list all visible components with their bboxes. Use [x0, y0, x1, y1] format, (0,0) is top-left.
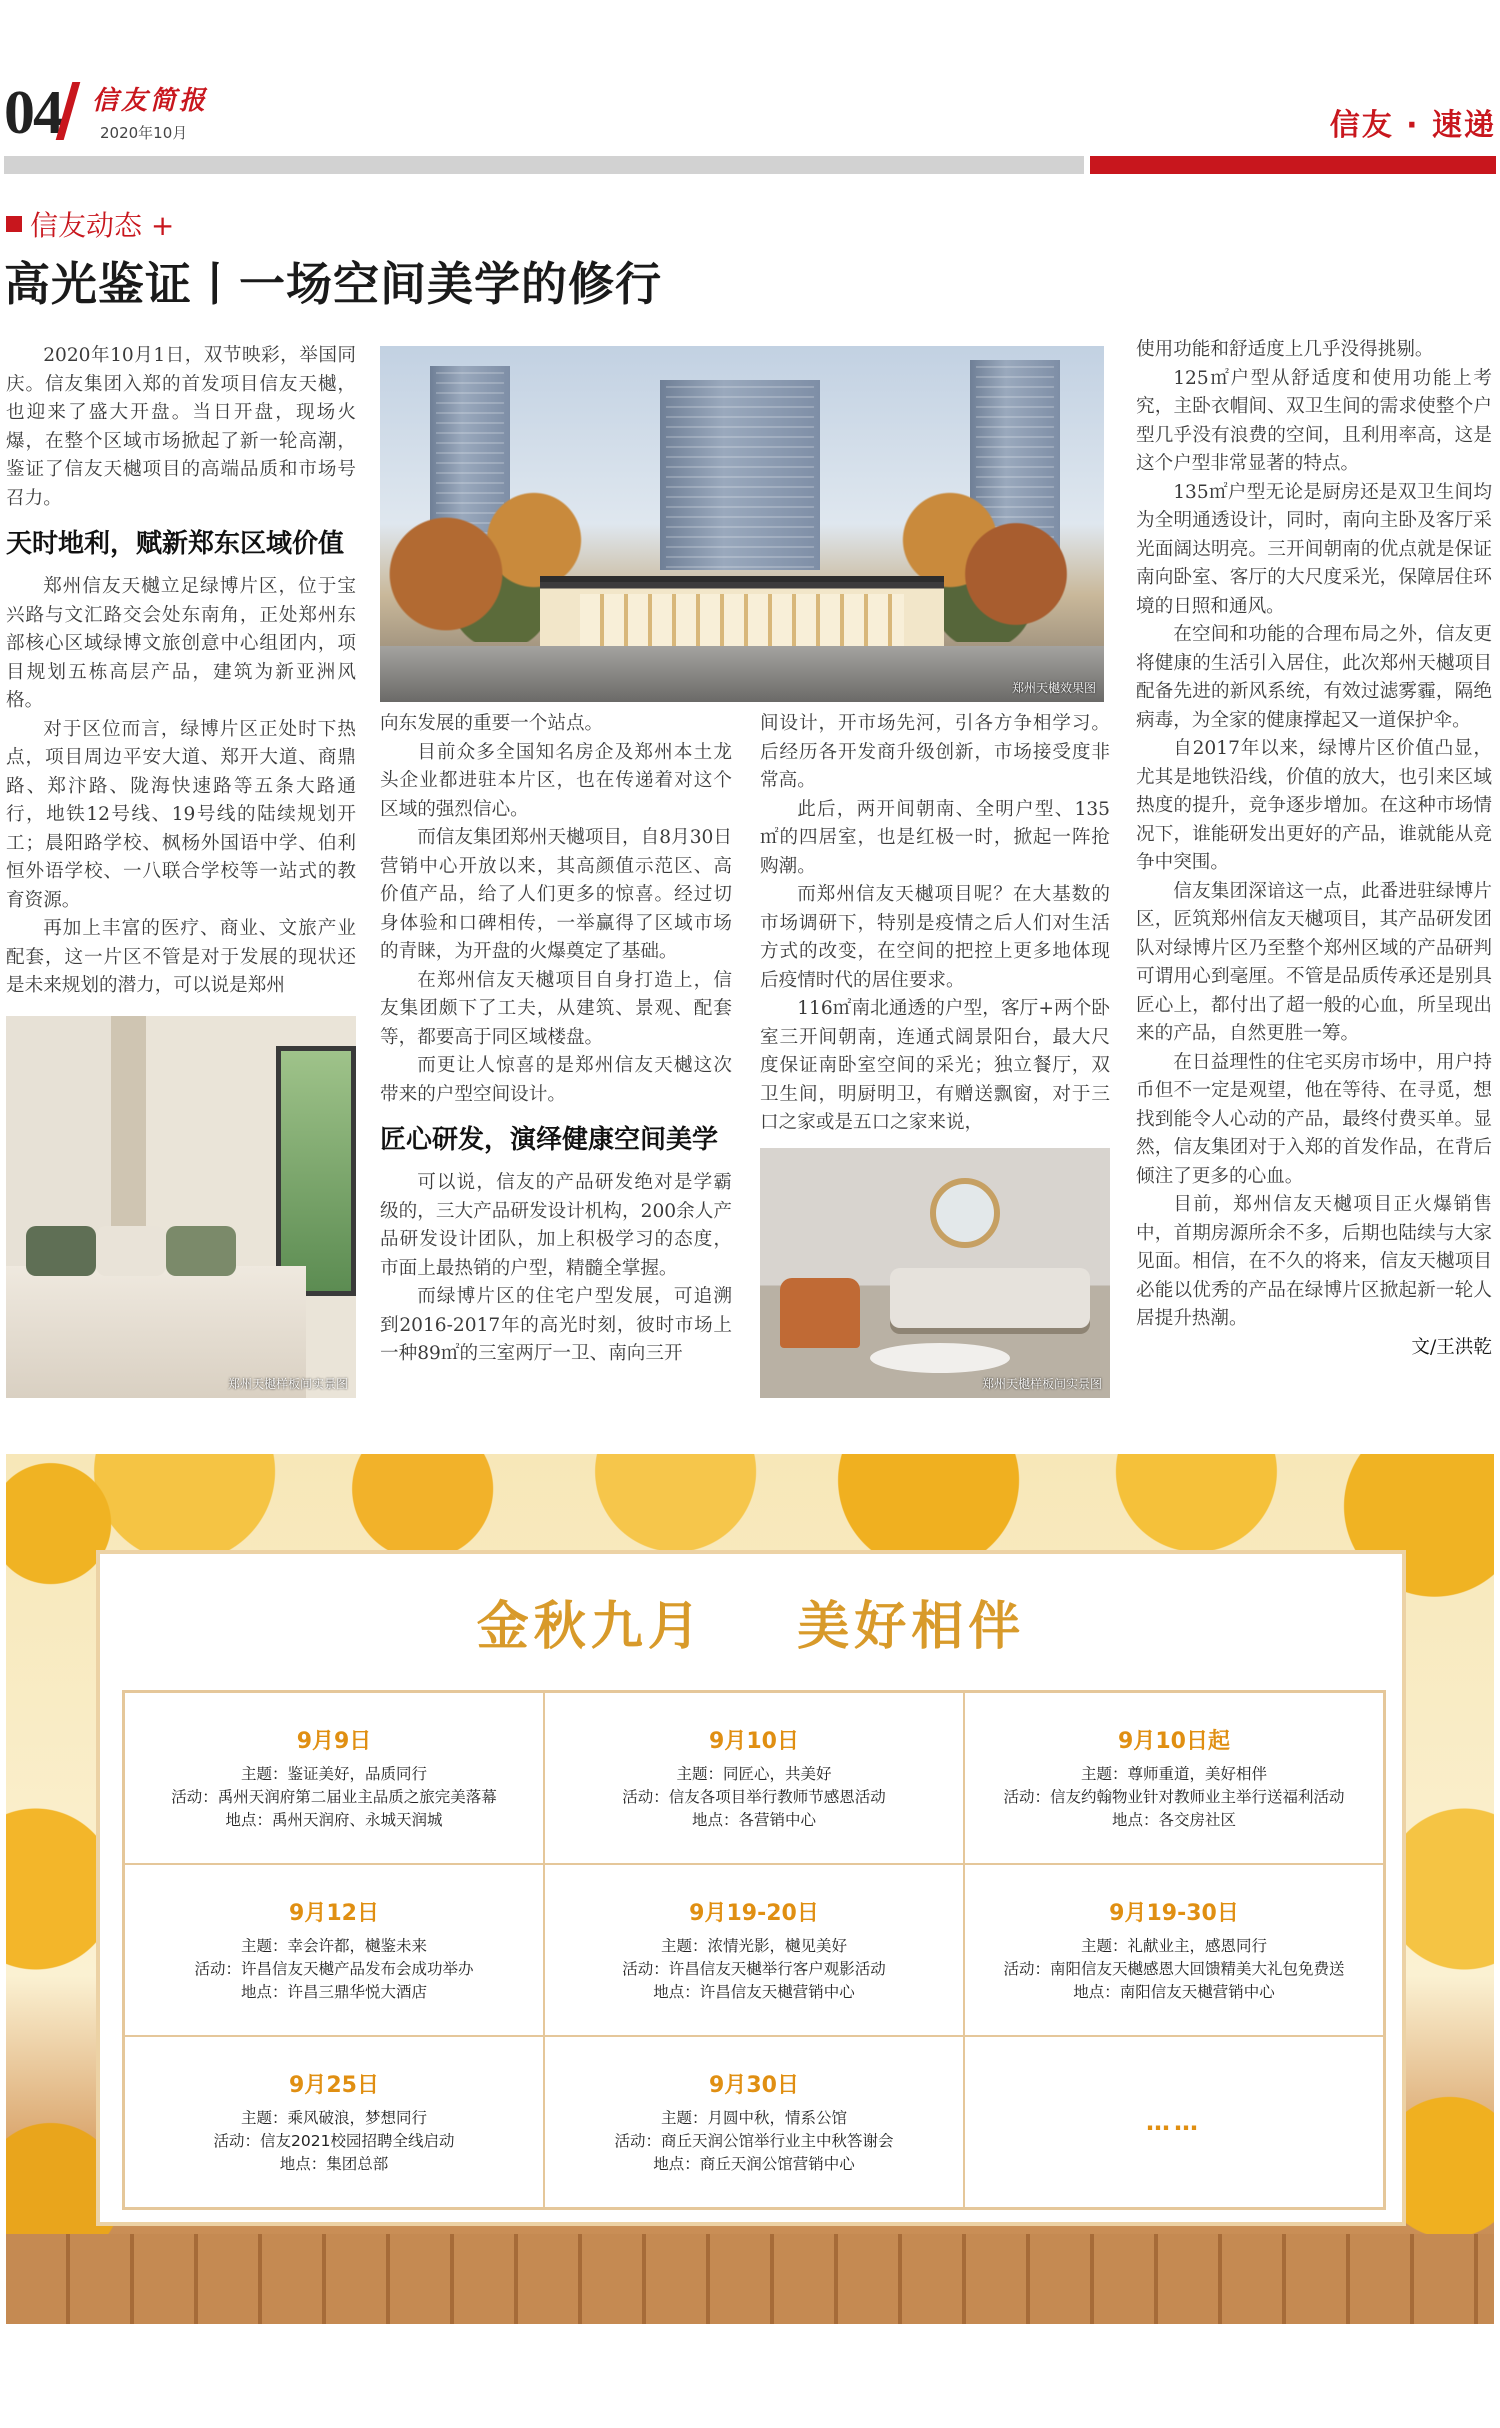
- bedroom-photo: [6, 1016, 356, 1398]
- event-cell: [544, 1864, 964, 2036]
- event-date: 9月9日: [296, 1729, 372, 1754]
- event-date: 9月25日: [289, 2073, 379, 2098]
- image-caption: 郑州天樾效果图: [1011, 681, 1096, 695]
- image-caption: 郑州天樾样板间实景图: [981, 1377, 1102, 1391]
- events-grid: [122, 1690, 1386, 2210]
- section-label: [6, 204, 174, 244]
- paragraph: 对于区位而言，绿博片区正处时下热点，项目周边平安大道、郑开大道、商鼎路、郑汴路、陇海快速路等五条大路通行，地铁12号线、19号线的陆续规划开工；晨阳路学校、枫杨外国语中学、伯利恒外语学校、一八联合学校等一站式的教育资源。: [6, 718, 356, 911]
- paragraph: 可以说，信友的产品研发绝对是学霸级的，三大产品研发设计机构，200余人产品研发设计团队，加上积极学习的态度，市面上最热销的户型，精髓全掌握。: [380, 1172, 732, 1279]
- tower-shape: [660, 380, 820, 570]
- window-shape: [276, 1046, 356, 1296]
- event-activity: 活动：南阳信友天樾感恩大回馈精美大礼包免费送: [1003, 1960, 1345, 1978]
- pillow-shape: [96, 1226, 166, 1276]
- event-theme: 主题：尊师重道，美好相伴: [1080, 1765, 1267, 1783]
- event-activity: 活动：许昌信友天樾产品发布会成功举办: [194, 1960, 474, 1978]
- paragraph: 向东发展的重要一个站点。: [380, 713, 604, 734]
- event-cell: [544, 1692, 964, 1864]
- article-column-4: [1136, 336, 1492, 1406]
- paragraph: 在空间和功能的合理布局之外，信友更将健康的生活引入居住，此次郑州天樾项目配备先进的新风系统，有效过滤雾霾，隔绝病毒，为全家的健康撑起又一道保护伞。: [1136, 624, 1492, 731]
- paragraph: 116㎡南北通透的户型，客厅+两个卧室三开间朝南，连通式阔景阳台，最大尺度保证南卧室空间的采光；独立餐厅，双卫生间，明厨明卫，有赠送飘窗，对于三口之家或是五口之家来说，: [760, 998, 1110, 1133]
- subheading: 天时地利，赋新郑东区域价值: [6, 529, 345, 559]
- event-theme: 主题：浓情光影，樾见美好: [660, 1937, 847, 1955]
- newspaper-logo: 信友简报: [92, 86, 209, 116]
- article-column-1: [6, 342, 356, 1006]
- autumn-events-banner: [6, 1454, 1494, 2324]
- event-place: 地点：商丘天润公馆营销中心: [653, 2155, 855, 2173]
- paragraph: 125㎡户型从舒适度和使用功能上考究，主卧衣帽间、双卫生间的需求使整个户型几乎没有浪费的空间，且利用率高，这是这个户型非常显著的特点。: [1136, 367, 1492, 474]
- plaza-shape: [380, 646, 1104, 702]
- section-label-text: 信友动态 +: [30, 209, 175, 242]
- event-activity: 活动：许昌信友天樾举行客户观影活动: [622, 1960, 886, 1978]
- living-room-photo: [760, 1148, 1110, 1398]
- paragraph: 在日益理性的住宅买房市场中，用户持币但不一定是观望，他在等待、在寻觅，想找到能令人心动的产品，最终付费买单。显然，信友集团对于入郑的首发作品，在背后倾注了更多的心血。: [1136, 1051, 1492, 1187]
- paragraph: 自2017年以来，绿博片区价值凸显，尤其是地铁沿线，价值的放大，也引来区域热度的提升，竞争逐步增加。在这种市场情况下，谁能研发出更好的产品，谁就能从竞争中突围。: [1136, 738, 1492, 873]
- page-number: 04: [4, 79, 62, 147]
- sofa-shape: [890, 1268, 1090, 1328]
- event-cell: [124, 1692, 544, 1864]
- event-place: 地点：许昌三鼎华悦大酒店: [240, 1983, 427, 2001]
- paragraph: 而信友集团郑州天樾项目，自8月30日营销中心开放以来，其高颜值示范区、高价值产品，给了人们更多的惊喜。经过切身体验和口碑相传，一举赢得了区域市场的青睐，为开盘的火爆奠定了基础。: [380, 827, 732, 962]
- event-cell: [964, 1864, 1384, 2036]
- event-place: 地点：各交房社区: [1111, 1811, 1236, 1829]
- event-place: 地点：集团总部: [279, 2155, 389, 2173]
- event-date: 9月12日: [289, 1901, 379, 1926]
- event-theme: 主题：同匠心，共美好: [676, 1765, 832, 1783]
- event-theme: 主题：幸会许都，樾鉴未来: [240, 1937, 427, 1955]
- event-activity: 活动：信友各项目举行教师节感恩活动: [622, 1788, 886, 1806]
- paragraph: 使用功能和舒适度上几乎没得挑剔。: [1136, 339, 1434, 360]
- event-date: 9月30日: [709, 2073, 799, 2098]
- paragraph: 信友集团深谙这一点，此番进驻绿博片区，匠筑郑州信友天樾项目，其产品研发团队对绿博片区乃至整个郑州区域的产品研判可谓用心到毫厘。不管是品质传承还是别具匠心上，都付出了超一般的心血，所呈现出来的产品，自然更胜一筹。: [1136, 880, 1492, 1044]
- paragraph: 此后，两开间朝南、全明户型、135㎡的四居室，也是红极一时，掀起一阵抢购潮。: [760, 798, 1110, 877]
- event-date: 9月19-30日: [1109, 1901, 1239, 1926]
- paragraph: 郑州信友天樾立足绿博片区，位于宝兴路与文汇路交会处东南角，正处郑州东部核心区域绿博文旅创意中心组团内，项目规划五栋高层产品，建筑为新亚洲风格。: [6, 576, 356, 711]
- pillow-shape: [26, 1226, 96, 1276]
- header-red-bar: [1090, 156, 1496, 174]
- event-theme: 主题：乘风破浪，梦想同行: [240, 2109, 427, 2127]
- column-name: 信友 · 速递: [1329, 108, 1496, 143]
- paragraph: 而郑州信友天樾项目呢？在大基数的市场调研下，特别是疫情之后人们对生活方式的改变，在空间的把控上更多地体现后疫情时代的居住要求。: [760, 884, 1110, 991]
- event-cell: [544, 2036, 964, 2208]
- event-activity: 活动：商丘天润公馆举行业主中秋答谢会: [614, 2132, 894, 2150]
- section-square-icon: [6, 216, 22, 232]
- event-theme: 主题：鉴证美好，品质同行: [240, 1765, 427, 1783]
- event-theme: 主题：月圆中秋，情系公馆: [660, 2109, 847, 2127]
- event-cell: [124, 1864, 544, 2036]
- event-activity: 活动：信友约翰物业针对教师业主举行送福利活动: [1003, 1788, 1345, 1806]
- event-cell-more: [964, 2036, 1384, 2208]
- building-rendering: [380, 346, 1104, 702]
- event-date: 9月10日: [709, 1729, 799, 1754]
- subheading: 匠心研发，演绎健康空间美学: [380, 1125, 719, 1155]
- article-title: 高光鉴证丨一场空间美学的修行: [4, 257, 662, 311]
- event-cell: [964, 1692, 1384, 1864]
- table-shape: [870, 1343, 1010, 1373]
- pavilion-shape: [540, 576, 944, 646]
- author-line: [1136, 1334, 1492, 1363]
- paragraph: 135㎡户型无论是厨房还是双卫生间均为全明通透设计，同时，南向主卧及客厅采光面阔达明亮。三开间朝南的优点就是保证南向卧室、客厅的大尺度采光，保障居住环境的日照和通风。: [1136, 481, 1492, 617]
- paragraph: 2020年10月1日，双节映彩，举国同庆。信友集团入郑的首发项目信友天樾，也迎来了盛大开盘。当日开盘，现场火爆，在整个区域市场掀起了新一轮高潮，鉴证了信友天樾项目的高端品质和市场号召力。: [6, 345, 356, 509]
- image-caption: 郑州天樾样板间实景图: [227, 1377, 348, 1391]
- author-name: 文/王洪乾: [1411, 1336, 1492, 1358]
- event-place: 地点：许昌信友天樾营销中心: [653, 1983, 855, 2001]
- event-place: 地点：各营销中心: [691, 1811, 816, 1829]
- event-cell: [124, 2036, 544, 2208]
- event-activity: 活动：信友2021校园招聘全线启动: [213, 2132, 455, 2150]
- event-place: 地点：禹州天润府、永城天润城: [225, 1811, 443, 1829]
- article-column-2: [380, 710, 732, 1400]
- event-theme: 主题：礼献业主，感恩同行: [1080, 1937, 1267, 1955]
- article-column-3: [760, 710, 1110, 1140]
- paragraph: 再加上丰富的医疗、商业、文旅产业配套，这一片区不管是对于发展的现状还是未来规划的潜力，可以说是郑州: [6, 918, 356, 996]
- issue-date: 2020年10月: [100, 124, 188, 142]
- paragraph: 在郑州信友天樾项目自身打造上，信友集团颇下了工夫，从建筑、景观、配套等，都要高于同区域楼盘。: [380, 969, 732, 1048]
- wood-deck-shape: [6, 2234, 1494, 2324]
- chair-shape: [780, 1278, 860, 1348]
- events-title: 金秋九月 美好相伴: [476, 1597, 1026, 1657]
- more-ellipsis: ……: [1146, 2108, 1202, 2136]
- paragraph: 间设计，开市场先河，引各方争相学习。后经历各开发商升级创新，市场接受度非常高。: [760, 713, 1110, 791]
- pillow-shape: [166, 1226, 236, 1276]
- header-gray-bar: [4, 156, 1084, 174]
- paragraph: 而绿博片区的住宅户型发展，可追溯到2016-2017年的高光时刻，彼时市场上一种89㎡的三室两厅一卫、南向三开: [380, 1286, 732, 1364]
- paragraph: 目前众多全国知名房企及郑州本土龙头企业都进驻本片区，也在传递着对这个区域的强烈信心。: [380, 741, 732, 820]
- events-panel: [96, 1550, 1406, 2226]
- event-place: 地点：南阳信友天樾营销中心: [1073, 1983, 1275, 2001]
- event-date: 9月10日起: [1118, 1729, 1230, 1754]
- event-activity: 活动：禹州天润府第二届业主品质之旅完美落幕: [171, 1788, 497, 1806]
- event-date: 9月19-20日: [689, 1901, 819, 1926]
- mirror-shape: [930, 1178, 1000, 1248]
- paragraph: 目前，郑州信友天樾项目正火爆销售中，首期房源所余不多，后期也陆续与大家见面。相信，在不久的将来，信友天樾项目必能以优秀的产品在绿博片区掀起新一轮人居提升热潮。: [1136, 1194, 1492, 1329]
- paragraph: 而更让人惊喜的是郑州信友天樾这次带来的户型空间设计。: [380, 1055, 732, 1105]
